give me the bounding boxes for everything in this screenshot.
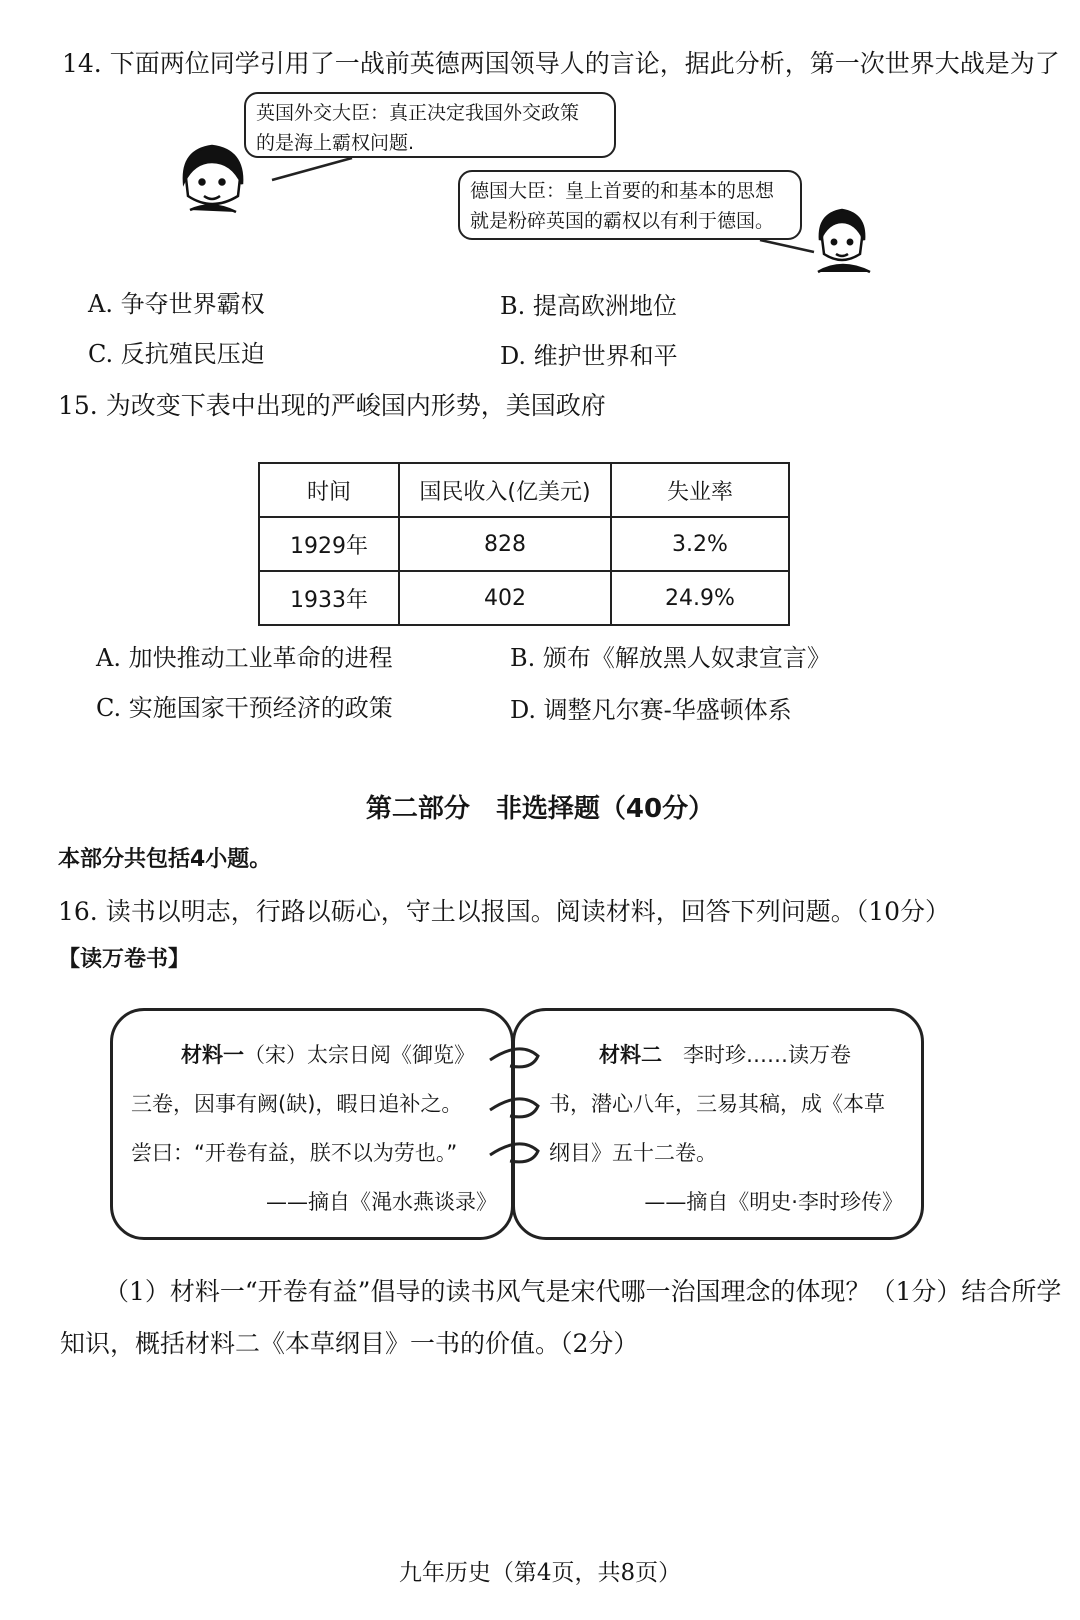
q14-option-d: D. 维护世界和平 [500, 342, 678, 370]
economy-table [258, 462, 790, 626]
table-header-row [259, 463, 789, 517]
q14-illustration [0, 0, 1080, 300]
material-1-source: ——摘自《渑水燕谈录》 [266, 1190, 497, 1214]
material-2-label: 材料二 [599, 1043, 662, 1067]
q15-option-d: D. 调整凡尔赛-华盛顿体系 [510, 696, 792, 724]
table-header-cell: 失业率 [611, 463, 789, 517]
table-row [259, 571, 789, 625]
material-2-line3: 纲目》五十二卷。 [549, 1141, 717, 1165]
table-cell: 1933年 [259, 571, 399, 625]
binding-ring-icon [490, 1144, 538, 1162]
q16-sub1-line1: （1）材料一“开卷有益”倡导的读书风气是宋代哪一治国理念的体现？（1分）结合所学 [104, 1277, 1062, 1306]
q16-tag: 【读万卷书】 [58, 947, 191, 972]
table-row [259, 517, 789, 571]
material-1-line3: 尝曰：“开卷有益，朕不以为劳也。” [131, 1141, 458, 1165]
q15-option-c: C. 实施国家干预经济的政策 [96, 694, 393, 722]
material-1-line1: （宋）太宗日阅《御览》 [244, 1043, 475, 1067]
q15-option-a: A. 加快推动工业革命的进程 [96, 644, 393, 672]
q15-option-b: B. 颁布《解放黑人奴隶宣言》 [510, 644, 831, 672]
table-cell: 402 [399, 571, 611, 625]
material-2-line1: 李时珍……读万卷 [683, 1043, 851, 1067]
bubble-germany-line1: 德国大臣：皇上首要的和基本的思想 [470, 180, 775, 202]
table-header-cell: 时间 [259, 463, 399, 517]
material-2-source: ——摘自《明史·李时珍传》 [644, 1190, 903, 1214]
q15-stem: 15. 为改变下表中出现的严峻国内形势，美国政府 [58, 391, 606, 420]
table-cell: 3.2% [611, 517, 789, 571]
material-2-line2: 书，潜心八年，三易其稿，成《本草 [549, 1092, 885, 1116]
bubble-germany-line2: 就是粉碎英国的霸权以有利于德国。 [470, 210, 775, 232]
material-1-line2: 三卷，因事有阙(缺)，暇日追补之。 [131, 1092, 463, 1116]
material-1-label: 材料一 [181, 1043, 244, 1067]
bubble-germany-tail [760, 240, 814, 252]
book-binding-rings [480, 1030, 560, 1180]
q14-stem: 14. 下面两位同学引用了一战前英德两国领导人的言论，据此分析，第一次世界大战是为了 [62, 49, 1060, 78]
part2-title: 第二部分 非选择题（40分） [365, 794, 715, 824]
q14-option-a: A. 争夺世界霸权 [88, 290, 265, 318]
material-1-box [110, 1008, 514, 1240]
part2-note: 本部分共包括4小题。 [58, 847, 272, 872]
girl-student-icon [184, 146, 242, 212]
q16-stem: 16. 读书以明志，行路以砺心，守土以报国。阅读材料，回答下列问题。（10分） [58, 897, 951, 926]
q14-option-b: B. 提高欧洲地位 [500, 292, 677, 320]
page-footer: 九年历史（第4页，共8页） [398, 1560, 682, 1586]
binding-ring-icon [490, 1049, 538, 1067]
q16-sub1-line2: 知识，概括材料二《本草纲目》一书的价值。（2分） [60, 1329, 639, 1358]
table-cell: 1929年 [259, 517, 399, 571]
boy-student-icon [818, 210, 870, 272]
bubble-britain-tail [272, 158, 352, 180]
q14-option-c: C. 反抗殖民压迫 [88, 340, 265, 368]
binding-ring-icon [490, 1099, 538, 1117]
bubble-britain-line1: 英国外交大臣：真正决定我国外交政策 [256, 102, 580, 124]
bubble-britain-line2: 的是海上霸权问题. [256, 132, 415, 154]
table-cell: 24.9% [611, 571, 789, 625]
table-header-cell: 国民收入(亿美元) [399, 463, 611, 517]
material-2-box [512, 1008, 924, 1240]
table-cell: 828 [399, 517, 611, 571]
